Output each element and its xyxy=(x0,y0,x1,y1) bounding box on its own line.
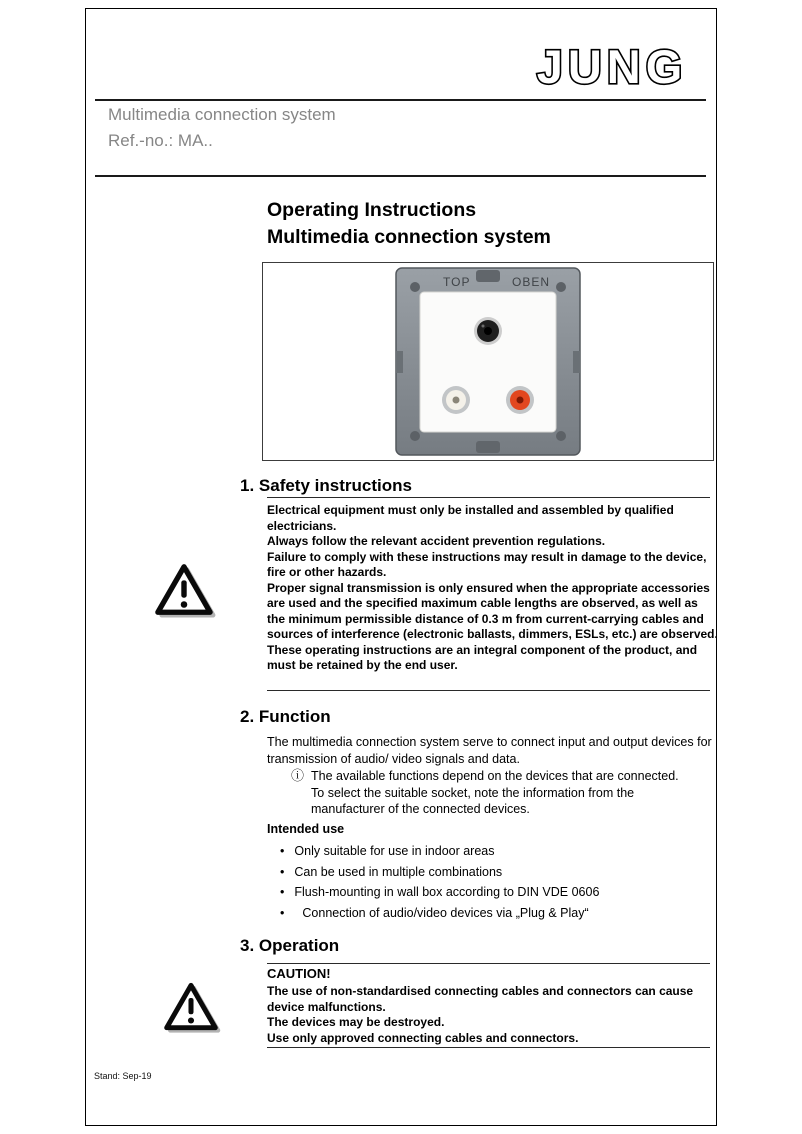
header-text xyxy=(108,102,336,154)
function-intro: The multimedia connection system serve to connect input and output devices for transmission of audio/ video signals and data. xyxy=(267,735,712,766)
list-item xyxy=(280,862,710,883)
warning-triangle-icon xyxy=(161,980,221,1039)
list-item-text: Connection of audio/video devices via „Plug & Play“ xyxy=(302,905,589,920)
safety-paragraph: Always follow the relevant accident prevention regulations. xyxy=(267,534,606,548)
function-note-text: The available functions depend on the devices that are connected. To select the suitable socket, note the information from the manufacturer of the connected devices. xyxy=(311,769,679,816)
header-ref-no: Ref.-no.: MA.. xyxy=(108,131,213,150)
bullet-icon: • xyxy=(280,864,285,879)
caution-paragraph: The use of non-standardised connecting cables and connectors can cause device malfunctions. xyxy=(267,984,694,1014)
list-item xyxy=(280,903,710,924)
footer-version-stamp: Stand: Sep-19 xyxy=(94,1071,152,1081)
list-item xyxy=(280,882,710,903)
caution-paragraph: The devices may be destroyed. xyxy=(267,1015,445,1029)
intended-use-list xyxy=(280,841,710,923)
bullet-icon: • xyxy=(280,844,285,858)
jung-logo-text: JUNG xyxy=(536,40,688,93)
bullet-icon: • xyxy=(280,905,285,920)
list-item-text: Flush-mounting in wall box according to DIN VDE 0606 xyxy=(294,885,600,899)
function-note xyxy=(291,768,687,818)
product-image xyxy=(262,262,714,461)
info-icon: ⓘ xyxy=(291,768,305,783)
header-divider-top xyxy=(95,99,706,101)
safety-paragraphs xyxy=(267,503,719,674)
list-item-text: Can be used in multiple combinations xyxy=(294,864,503,879)
jack-socket xyxy=(474,317,502,345)
plate-label-oben: OBEN xyxy=(512,275,551,289)
jung-logo xyxy=(516,40,708,94)
document-title-line1: Operating Instructions xyxy=(267,199,477,221)
safety-rule-bottom xyxy=(267,690,710,691)
caution-label: CAUTION! xyxy=(267,966,331,981)
caution-rule-bottom xyxy=(267,1047,710,1048)
list-item xyxy=(280,841,710,862)
safety-rule-top xyxy=(267,497,710,498)
caution-rule-top xyxy=(267,963,710,964)
caution-paragraph: Use only approved connecting cables and connectors. xyxy=(267,1030,579,1045)
jung-logo-icon xyxy=(516,40,708,94)
rca-white-socket xyxy=(442,386,470,414)
safety-paragraph: These operating instructions are an integral component of the product, and must be retained by the end user. xyxy=(267,642,698,672)
section-heading-operation: 3. Operation xyxy=(240,936,340,955)
document-title xyxy=(267,197,551,251)
safety-paragraph: Failure to comply with these instructions may result in damage to the device, fire or other hazards. xyxy=(267,549,707,579)
section-heading-safety: 1. Safety instructions xyxy=(240,476,412,495)
safety-paragraph: Proper signal transmission is only ensured when the appropriate accessories are used and the specified maximum cable lengths are observed, as well as the minimum permissible distance of 0.3 m from current-carrying cables and sources of interference (electronic ballasts, dimmers, ESLs, etc.) are observed. xyxy=(267,580,718,641)
header-subtitle: Multimedia connection system xyxy=(108,105,336,124)
header-divider-bottom xyxy=(95,175,706,177)
socket-illustration xyxy=(263,263,713,460)
section-heading-function: 2. Function xyxy=(240,707,331,726)
intended-use-heading: Intended use xyxy=(267,822,345,836)
plate-label-top: TOP xyxy=(443,275,471,289)
safety-paragraph: Electrical equipment must only be installed and assembled by qualified electricians. xyxy=(267,503,674,533)
warning-triangle-icon xyxy=(152,561,216,624)
bullet-icon: • xyxy=(280,885,285,899)
cover-plate xyxy=(420,292,556,432)
rca-red-socket xyxy=(506,386,534,414)
document-title-line2: Multimedia connection system xyxy=(267,226,551,248)
caution-paragraphs xyxy=(267,984,719,1046)
list-item-text: Only suitable for use in indoor areas xyxy=(294,844,495,858)
